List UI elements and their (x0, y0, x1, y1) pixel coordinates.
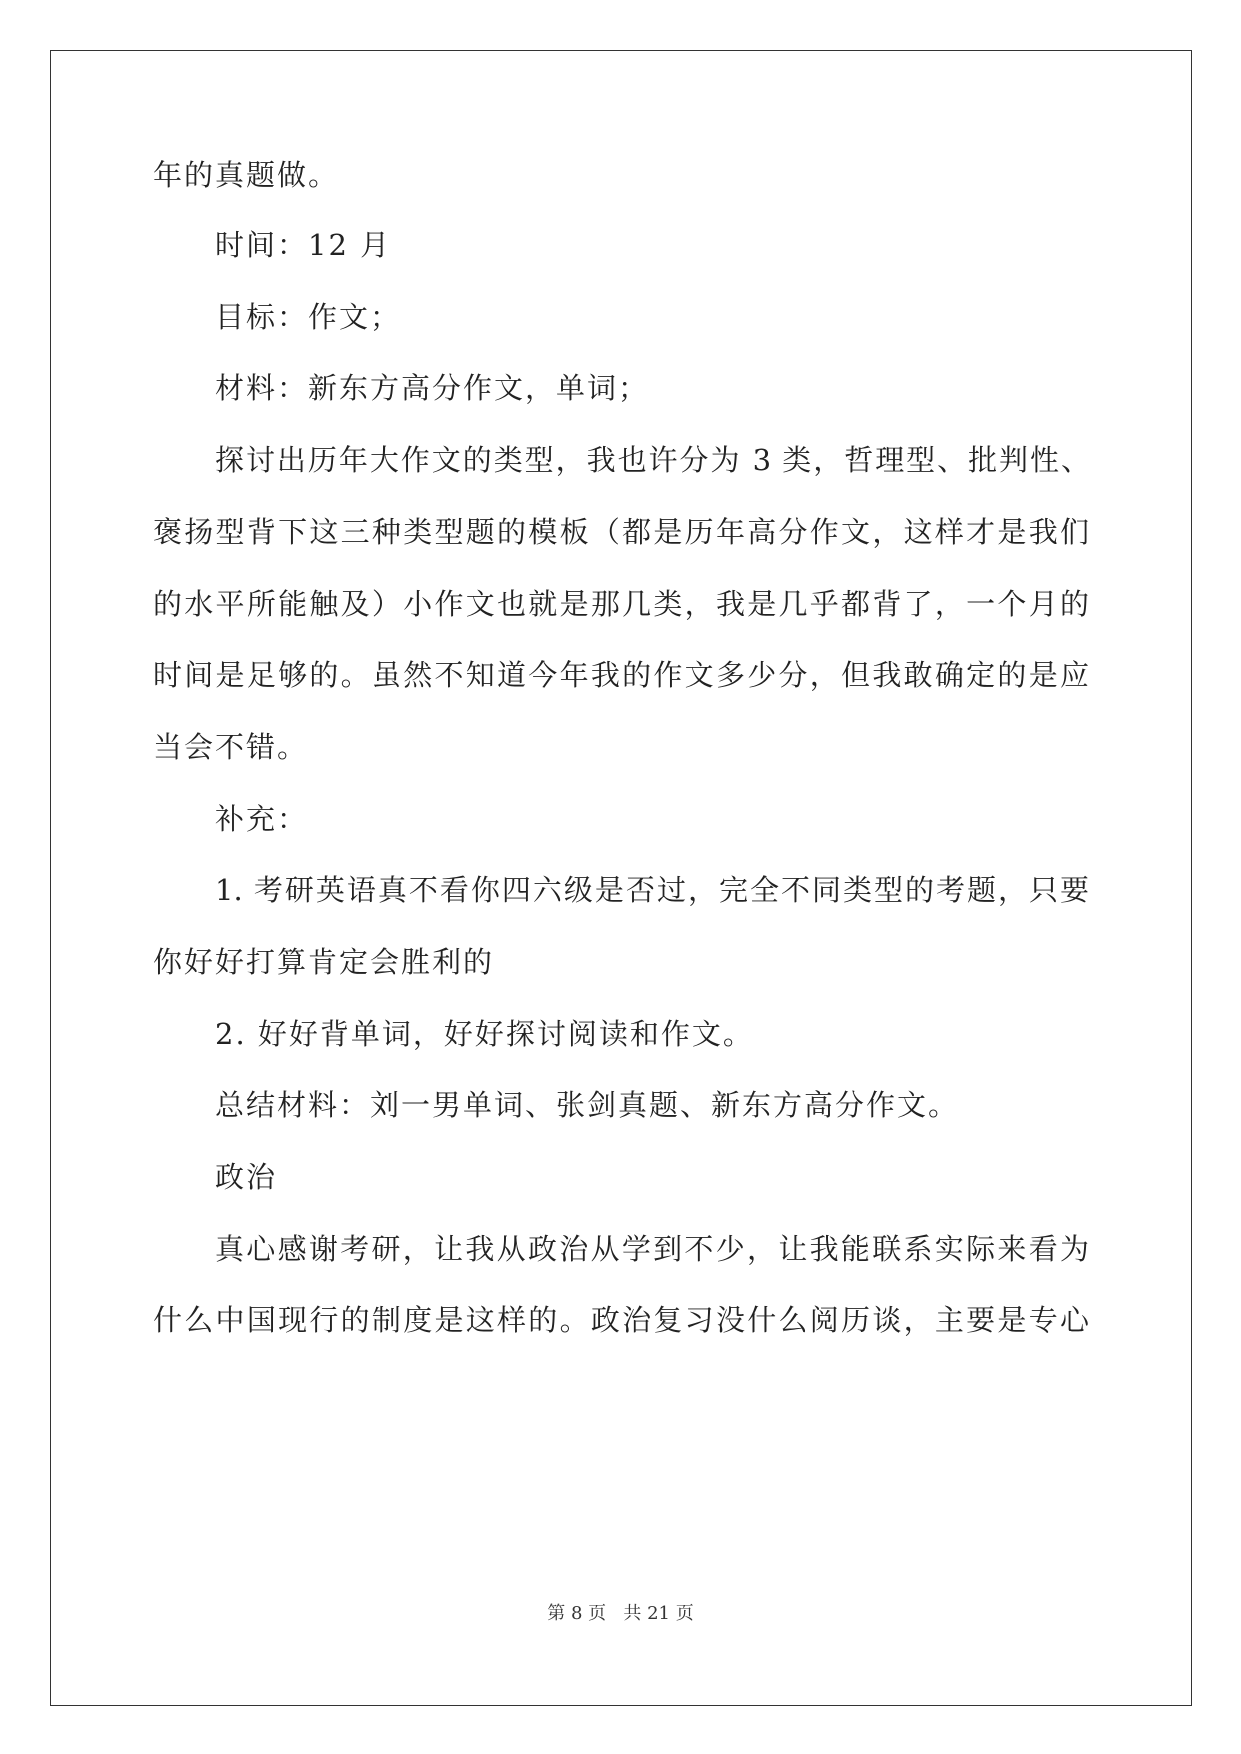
text-line-7: 的水平所能触及）小作文也就是那几类，我是几乎都背了，一个月的 (153, 587, 1089, 621)
text-line-15: 政治 (215, 1160, 278, 1194)
page-footer (0, 1602, 1241, 1626)
text-line-1: 年的真题做。 (153, 158, 340, 192)
page-total: 共 21 页 (623, 1603, 694, 1624)
text-line-17: 什么中国现行的制度是这样的。政治复习没什么阅历谈，主要是专心 (153, 1303, 1089, 1337)
text-line-3: 目标：作文； (215, 300, 402, 334)
text-line-12: 你好好打算肯定会胜利的 (153, 945, 495, 979)
text-line-6: 褒扬型背下这三种类型题的模板（都是历年高分作文，这样才是我们 (153, 515, 1089, 549)
text-line-16: 真心感谢考研，让我从政治从学到不少，让我能联系实际来看为 (215, 1232, 1089, 1266)
text-line-5: 探讨出历年大作文的类型，我也许分为 3 类，哲理型、批判性、 (215, 443, 1090, 477)
page-number: 第 8 页 (547, 1603, 607, 1624)
text-line-14: 总结材料：刘一男单词、张剑真题、新东方高分作文。 (215, 1088, 960, 1122)
text-line-10: 补充： (215, 802, 309, 836)
text-line-4: 材料：新东方高分作文，单词； (215, 371, 650, 405)
text-line-9: 当会不错。 (153, 730, 309, 764)
text-line-13: 2. 好好背单词，好好探讨阅读和作文。 (215, 1017, 754, 1051)
text-line-11: 1. 考研英语真不看你四六级是否过，完全不同类型的考题，只要 (215, 873, 1089, 907)
text-line-8: 时间是足够的。虽然不知道今年我的作文多少分，但我敢确定的是应 (153, 658, 1089, 692)
text-line-2: 时间：12 月 (215, 228, 392, 262)
